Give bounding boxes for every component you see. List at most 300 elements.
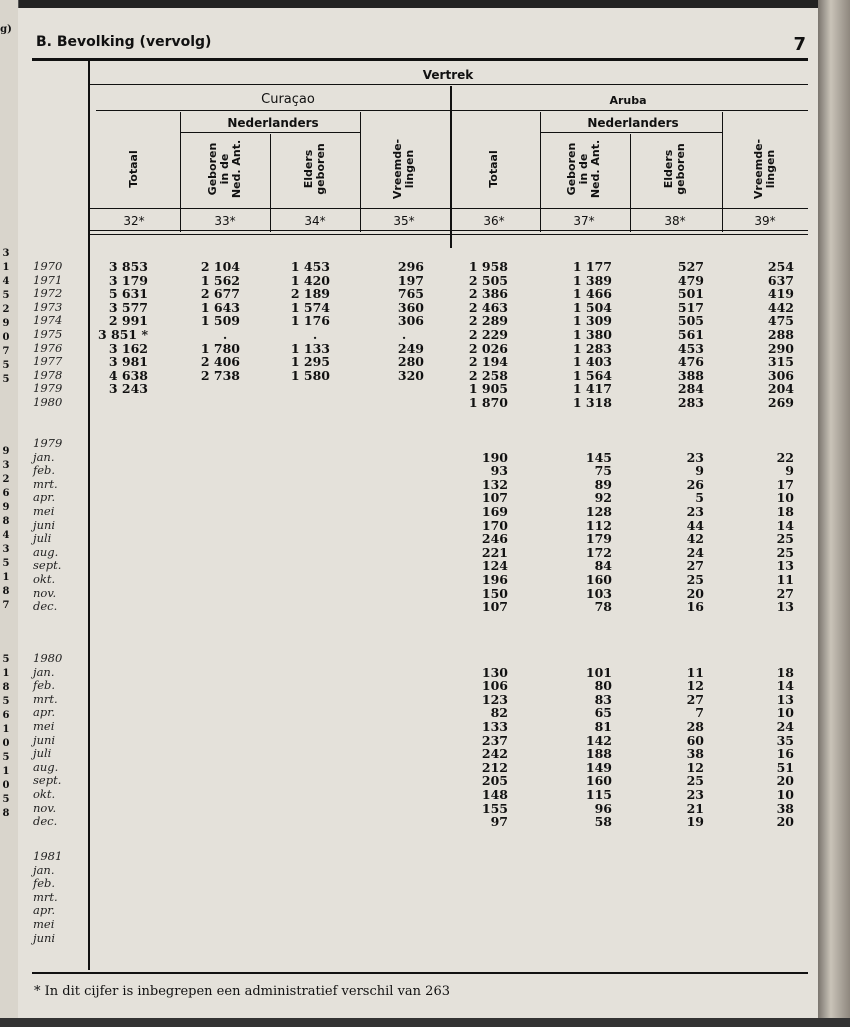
- table-cell: 101: [585, 664, 612, 680]
- table-cell: 11: [686, 664, 704, 680]
- month-row-label: apr.: [33, 490, 56, 505]
- table-cell: 21: [686, 800, 704, 816]
- table-cell: 124: [481, 558, 508, 574]
- month-row-label: okt.: [33, 572, 56, 586]
- colnum-rule-bottom: [90, 230, 808, 231]
- table-cell: 38: [776, 800, 794, 816]
- table-cell: 22: [776, 449, 794, 465]
- year-row-label: 1970: [33, 259, 63, 273]
- table-cell: 96: [594, 800, 612, 816]
- col-divider: [180, 112, 181, 232]
- margin-fragment: 8: [2, 682, 10, 693]
- table-cell: 130: [481, 664, 508, 680]
- column-header-label: Vreemde- lingen: [391, 138, 416, 200]
- table-cell: 27: [686, 691, 704, 707]
- table-cell: 35: [776, 732, 794, 748]
- table-cell: 148: [481, 787, 508, 802]
- table-cell: 765: [397, 286, 424, 302]
- month-row-label: jan.: [33, 664, 55, 679]
- margin-fragment: 3: [2, 248, 10, 259]
- month-row-label: juli: [33, 746, 52, 761]
- table-cell: 1 318: [572, 395, 612, 410]
- table-cell: 205: [481, 773, 508, 789]
- table-cell: 51: [776, 759, 794, 775]
- column-number: 32*: [123, 214, 145, 228]
- table-cell: 242: [481, 746, 508, 762]
- table-cell: 10: [776, 490, 794, 506]
- table-cell: 12: [686, 759, 704, 775]
- month-row-label: mrt.: [33, 476, 58, 491]
- margin-fragment: 1: [2, 724, 10, 735]
- table-cell: 132: [481, 476, 508, 492]
- table-cell: 476: [677, 354, 704, 370]
- month-row-label: aug.: [33, 544, 59, 559]
- table-cell: 16: [686, 599, 704, 615]
- month-row-label: dec.: [33, 599, 58, 614]
- table-cell: 3 851 *: [97, 327, 148, 342]
- ned-rule-left: [180, 132, 360, 133]
- month-row-label: mei: [33, 917, 55, 931]
- table-cell: 179: [585, 531, 612, 547]
- margin-fragment: 5: [2, 794, 10, 805]
- table-cell: 25: [686, 572, 704, 587]
- month-row-label: feb.: [33, 876, 56, 891]
- table-cell: 442: [767, 299, 794, 315]
- month-row-label: jan.: [33, 862, 55, 877]
- table-cell: 1 283: [572, 340, 612, 356]
- table-cell: 284: [677, 381, 704, 397]
- table-cell: 97: [490, 814, 508, 830]
- table-cell: 1 417: [572, 381, 612, 397]
- table-cell: 75: [594, 463, 612, 479]
- table-cell: 388: [677, 367, 704, 383]
- table-cell: 42: [686, 531, 704, 547]
- table-cell: 419: [767, 286, 794, 302]
- table-cell: 44: [686, 517, 704, 533]
- table-cell: 169: [481, 504, 508, 519]
- aruba-heading: Aruba: [609, 94, 647, 107]
- table-cell: 1 643: [200, 299, 240, 315]
- table-cell: 475: [767, 313, 794, 329]
- col-divider: [722, 112, 723, 232]
- table-cell: 18: [776, 664, 794, 680]
- table-cell: 80: [594, 678, 612, 694]
- month-row-label: feb.: [33, 463, 56, 478]
- column-number: 37*: [573, 214, 595, 228]
- nederlanders-heading-curacao: Nederlanders: [227, 116, 319, 130]
- month-row-label: mei: [33, 719, 55, 733]
- month-row-label: sept.: [33, 558, 62, 573]
- year-row-label: 1980: [33, 395, 63, 409]
- footnote: * In dit cijfer is inbegrepen een administratief verschil van 263: [34, 984, 450, 999]
- table-cell: 2 194: [468, 354, 508, 370]
- margin-fragment: 4: [2, 530, 10, 541]
- margin-fragment: 5: [2, 752, 10, 763]
- table-cell: 2 258: [468, 367, 508, 383]
- column-header-label: Totaal: [127, 150, 140, 188]
- table-cell: 89: [594, 476, 612, 492]
- table-cell: 28: [686, 719, 704, 734]
- table-cell: 479: [677, 272, 704, 288]
- table-cell: 78: [594, 599, 612, 615]
- table-cell: 92: [594, 490, 612, 506]
- table-cell: 2 104: [200, 259, 240, 274]
- document-page: [18, 8, 818, 1018]
- month-row-label: juni: [33, 732, 56, 747]
- table-cell: 2 677: [200, 286, 240, 302]
- table-cell: 170: [481, 517, 508, 533]
- margin-fragment: 0: [2, 332, 10, 343]
- table-cell: 527: [677, 259, 704, 274]
- margin-fragment: 3: [2, 544, 10, 555]
- table-cell: 58: [594, 814, 612, 830]
- column-number: 36*: [483, 214, 505, 228]
- table-cell: 18: [776, 504, 794, 519]
- table-cell: 290: [767, 340, 794, 356]
- margin-fragment: 0: [2, 780, 10, 791]
- column-number: 38*: [664, 214, 686, 228]
- table-cell: .: [312, 327, 318, 342]
- table-cell: 25: [776, 531, 794, 547]
- column-header-label: Geboren in de Ned. Ant.: [206, 139, 243, 199]
- table-cell: 25: [776, 544, 794, 560]
- table-cell: 360: [397, 299, 424, 315]
- table-cell: 3 981: [108, 354, 148, 370]
- column-header-label: Totaal: [487, 150, 500, 188]
- table-cell: 155: [481, 800, 508, 816]
- table-cell: 1 870: [468, 395, 508, 410]
- table-cell: 637: [767, 272, 794, 288]
- table-cell: 315: [767, 354, 794, 370]
- table-cell: 24: [776, 719, 794, 734]
- month-block-year: 1980: [33, 651, 63, 665]
- table-cell: .: [401, 327, 407, 342]
- column-header-label: Elders geboren: [662, 143, 687, 195]
- margin-fragment: 1: [2, 766, 10, 777]
- month-row-label: nov.: [33, 800, 57, 815]
- table-cell: 13: [776, 691, 794, 707]
- column-number: 33*: [214, 214, 236, 228]
- table-cell: 93: [490, 463, 508, 479]
- table-cell: 280: [397, 354, 424, 370]
- margin-fragment: 3: [2, 460, 10, 471]
- table-cell: 23: [686, 449, 704, 465]
- table-cell: 10: [776, 705, 794, 721]
- month-row-label: dec.: [33, 814, 58, 829]
- table-cell: 25: [686, 773, 704, 789]
- table-cell: 27: [776, 585, 794, 601]
- column-header-label: Elders geboren: [302, 143, 327, 195]
- table-cell: 221: [481, 544, 508, 560]
- table-cell: 306: [397, 313, 424, 329]
- month-row-label: apr.: [33, 903, 56, 918]
- table-cell: 501: [677, 286, 704, 302]
- table-cell: 1 504: [572, 299, 612, 315]
- table-cell: 2 386: [468, 286, 508, 302]
- table-cell: 38: [686, 746, 704, 762]
- table-cell: 561: [677, 327, 704, 342]
- table-cell: 269: [767, 395, 794, 410]
- table-cell: 1 453: [290, 259, 330, 274]
- table-cell: 106: [481, 678, 508, 694]
- table-cell: 196: [481, 572, 508, 587]
- margin-fragment: 9: [2, 502, 10, 513]
- table-cell: 13: [776, 558, 794, 574]
- footer-rule: [32, 972, 808, 974]
- curacao-aruba-divider: [450, 86, 452, 248]
- table-cell: 2 991: [108, 313, 148, 329]
- table-cell: 172: [585, 544, 612, 560]
- table-cell: 517: [677, 299, 704, 315]
- subgroup-rule: [96, 110, 808, 111]
- month-row-label: juni: [33, 517, 56, 532]
- table-cell: 1 177: [572, 259, 612, 274]
- table-cell: 1 176: [290, 313, 330, 329]
- table-cell: 254: [767, 259, 794, 274]
- table-cell: 1 780: [200, 340, 240, 356]
- table-cell: 17: [776, 476, 794, 492]
- margin-fragment: 5: [2, 558, 10, 569]
- table-cell: 13: [776, 599, 794, 615]
- table-cell: 2 189: [290, 286, 330, 302]
- margin-fragment: 8: [2, 808, 10, 819]
- table-cell: 1 509: [200, 313, 240, 329]
- table-cell: 107: [481, 599, 508, 615]
- month-row-label: juli: [33, 531, 52, 546]
- scan-bottom-border: [0, 1018, 850, 1027]
- table-cell: 1 466: [572, 286, 612, 302]
- margin-fragment: 5: [2, 290, 10, 301]
- nederlanders-heading-aruba: Nederlanders: [587, 116, 679, 130]
- table-cell: 83: [594, 691, 612, 707]
- table-cell: 3 162: [108, 340, 148, 356]
- table-cell: 160: [585, 773, 612, 789]
- table-cell: 288: [767, 327, 794, 342]
- year-row-label: 1971: [33, 272, 63, 287]
- margin-fragment: 9: [2, 318, 10, 329]
- table-cell: 9: [785, 463, 794, 479]
- table-cell: 11: [776, 572, 794, 587]
- page-number: 7: [793, 34, 806, 55]
- month-row-label: sept.: [33, 773, 62, 788]
- month-row-label: mrt.: [33, 889, 58, 904]
- year-row-label: 1972: [33, 286, 63, 301]
- margin-fragment: 1: [2, 262, 10, 273]
- table-cell: 453: [677, 340, 704, 356]
- header-rule: [32, 58, 808, 61]
- margin-fragment: 0: [2, 738, 10, 749]
- table-cell: 149: [585, 759, 612, 775]
- table-cell: 306: [767, 367, 794, 383]
- table-cell: 160: [585, 572, 612, 587]
- vertrek-heading: Vertrek: [422, 68, 474, 82]
- table-cell: 2 229: [468, 327, 508, 342]
- table-cell: 24: [686, 544, 704, 560]
- table-cell: 82: [490, 705, 508, 721]
- margin-fragment: 5: [2, 654, 10, 665]
- year-row-label: 1975: [33, 327, 63, 341]
- table-cell: 1 562: [200, 272, 240, 288]
- table-cell: 1 574: [290, 299, 330, 315]
- table-cell: 3 853: [108, 259, 148, 274]
- table-cell: 1 580: [290, 367, 330, 383]
- margin-fragment: 8: [2, 586, 10, 597]
- table-cell: 115: [585, 787, 612, 802]
- month-block-year: 1979: [33, 436, 63, 450]
- table-cell: 1 380: [572, 327, 612, 342]
- table-cell: 190: [481, 449, 508, 465]
- table-cell: 7: [695, 705, 704, 721]
- col-divider: [270, 134, 271, 232]
- month-row-label: apr.: [33, 705, 56, 720]
- month-row-label: jan.: [33, 449, 55, 464]
- colnum-rule-top: [90, 208, 808, 209]
- table-cell: 23: [686, 787, 704, 802]
- table-cell: 2 738: [200, 367, 240, 383]
- table-cell: 84: [594, 558, 612, 574]
- margin-fragment: 9: [2, 446, 10, 457]
- table-cell: 5 631: [108, 286, 148, 302]
- table-cell: 197: [397, 272, 424, 288]
- table-cell: 246: [481, 531, 508, 547]
- table-cell: 1 295: [290, 354, 330, 370]
- table-cell: 296: [397, 259, 424, 274]
- table-cell: 2 463: [468, 299, 508, 315]
- table-cell: 23: [686, 504, 704, 519]
- table-cell: 3 243: [108, 381, 148, 397]
- month-row-label: mrt.: [33, 691, 58, 706]
- table-cell: 249: [397, 340, 424, 356]
- table-cell: 123: [481, 691, 508, 707]
- table-cell: 112: [585, 517, 612, 533]
- margin-fragment: 2: [2, 304, 10, 315]
- month-row-label: mei: [33, 504, 55, 518]
- margin-fragment: g): [0, 24, 12, 35]
- table-cell: 142: [585, 732, 612, 748]
- table-cell: 16: [776, 746, 794, 762]
- column-header-label: Vreemde- lingen: [752, 138, 777, 200]
- table-cell: 20: [776, 773, 794, 789]
- table-cell: 1 420: [290, 272, 330, 288]
- col-divider: [540, 112, 541, 232]
- table-cell: 14: [776, 678, 794, 694]
- curacao-heading: Curaçao: [261, 92, 315, 107]
- table-cell: .: [222, 327, 228, 342]
- year-row-label: 1977: [33, 354, 63, 369]
- margin-fragment: 4: [2, 276, 10, 287]
- col-divider: [630, 134, 631, 232]
- table-cell: 12: [686, 678, 704, 694]
- table-cell: 10: [776, 787, 794, 802]
- vertrek-rule: [90, 84, 808, 85]
- table-cell: 145: [585, 449, 612, 465]
- year-row-label: 1978: [33, 367, 63, 382]
- table-cell: 65: [594, 705, 612, 721]
- table-cell: 5: [695, 490, 704, 506]
- table-cell: 237: [481, 732, 508, 748]
- table-cell: 2 026: [468, 340, 508, 356]
- table-cell: 1 905: [468, 381, 508, 397]
- month-row-label: aug.: [33, 759, 59, 774]
- margin-fragment: 6: [2, 488, 10, 499]
- table-cell: 1 309: [572, 313, 612, 329]
- margin-fragment: 7: [2, 600, 10, 611]
- table-cell: 81: [594, 719, 612, 734]
- table-cell: 60: [686, 732, 704, 748]
- year-row-label: 1979: [33, 381, 63, 396]
- column-number: 39*: [754, 214, 776, 228]
- table-cell: 2 289: [468, 313, 508, 329]
- column-header-label: Geboren in de Ned. Ant.: [565, 139, 602, 199]
- column-number: 35*: [393, 214, 415, 228]
- year-row-label: 1976: [33, 340, 63, 355]
- month-block-year: 1981: [33, 849, 63, 863]
- year-row-label: 1974: [33, 313, 63, 328]
- table-cell: 20: [686, 585, 704, 601]
- margin-fragment: 1: [2, 668, 10, 679]
- year-row-label: 1973: [33, 299, 63, 314]
- table-cell: 14: [776, 517, 794, 533]
- month-row-label: juni: [33, 930, 56, 945]
- margin-fragment: 1: [2, 572, 10, 583]
- table-cell: 1 564: [572, 367, 612, 383]
- month-row-label: nov.: [33, 585, 57, 600]
- margin-fragment: 7: [2, 346, 10, 357]
- section-title: B. Bevolking (vervolg): [36, 34, 212, 50]
- table-cell: 3 577: [108, 299, 148, 315]
- table-cell: 2 406: [200, 354, 240, 370]
- table-cell: 19: [686, 814, 704, 830]
- table-cell: 27: [686, 558, 704, 574]
- table-cell: 204: [767, 381, 794, 397]
- table-top-body-rule: [90, 234, 808, 235]
- month-row-label: okt.: [33, 787, 56, 801]
- table-cell: 212: [481, 759, 508, 775]
- margin-fragment: 6: [2, 710, 10, 721]
- scan-top-border: [0, 0, 850, 8]
- ned-rule-right: [540, 132, 722, 133]
- table-cell: 3 179: [108, 272, 148, 288]
- month-row-label: feb.: [33, 678, 56, 693]
- margin-fragment: 5: [2, 696, 10, 707]
- table-cell: 150: [481, 585, 508, 601]
- table-cell: 1 389: [572, 272, 612, 288]
- table-cell: 4 638: [108, 367, 148, 383]
- column-number: 34*: [304, 214, 326, 228]
- table-cell: 505: [677, 313, 704, 329]
- table-cell: 188: [585, 746, 612, 762]
- table-cell: 9: [695, 463, 704, 479]
- book-page-edge: [818, 0, 850, 1027]
- table-cell: 20: [776, 814, 794, 830]
- table-cell: 1 403: [572, 354, 612, 370]
- table-cell: 26: [686, 476, 704, 492]
- table-cell: 107: [481, 490, 508, 506]
- margin-fragment: 2: [2, 474, 10, 485]
- table-cell: 103: [585, 585, 612, 601]
- table-cell: 2 505: [468, 272, 508, 288]
- table-cell: 1 133: [290, 340, 330, 356]
- margin-fragment: 8: [2, 516, 10, 527]
- table-cell: 128: [585, 504, 612, 519]
- col-divider: [360, 112, 361, 232]
- table-cell: 283: [677, 395, 704, 410]
- table-cell: 1 958: [468, 259, 508, 274]
- table-cell: 320: [397, 367, 424, 383]
- margin-fragment: 5: [2, 374, 10, 385]
- previous-page-edge: [0, 0, 19, 1027]
- table-cell: 133: [481, 719, 508, 734]
